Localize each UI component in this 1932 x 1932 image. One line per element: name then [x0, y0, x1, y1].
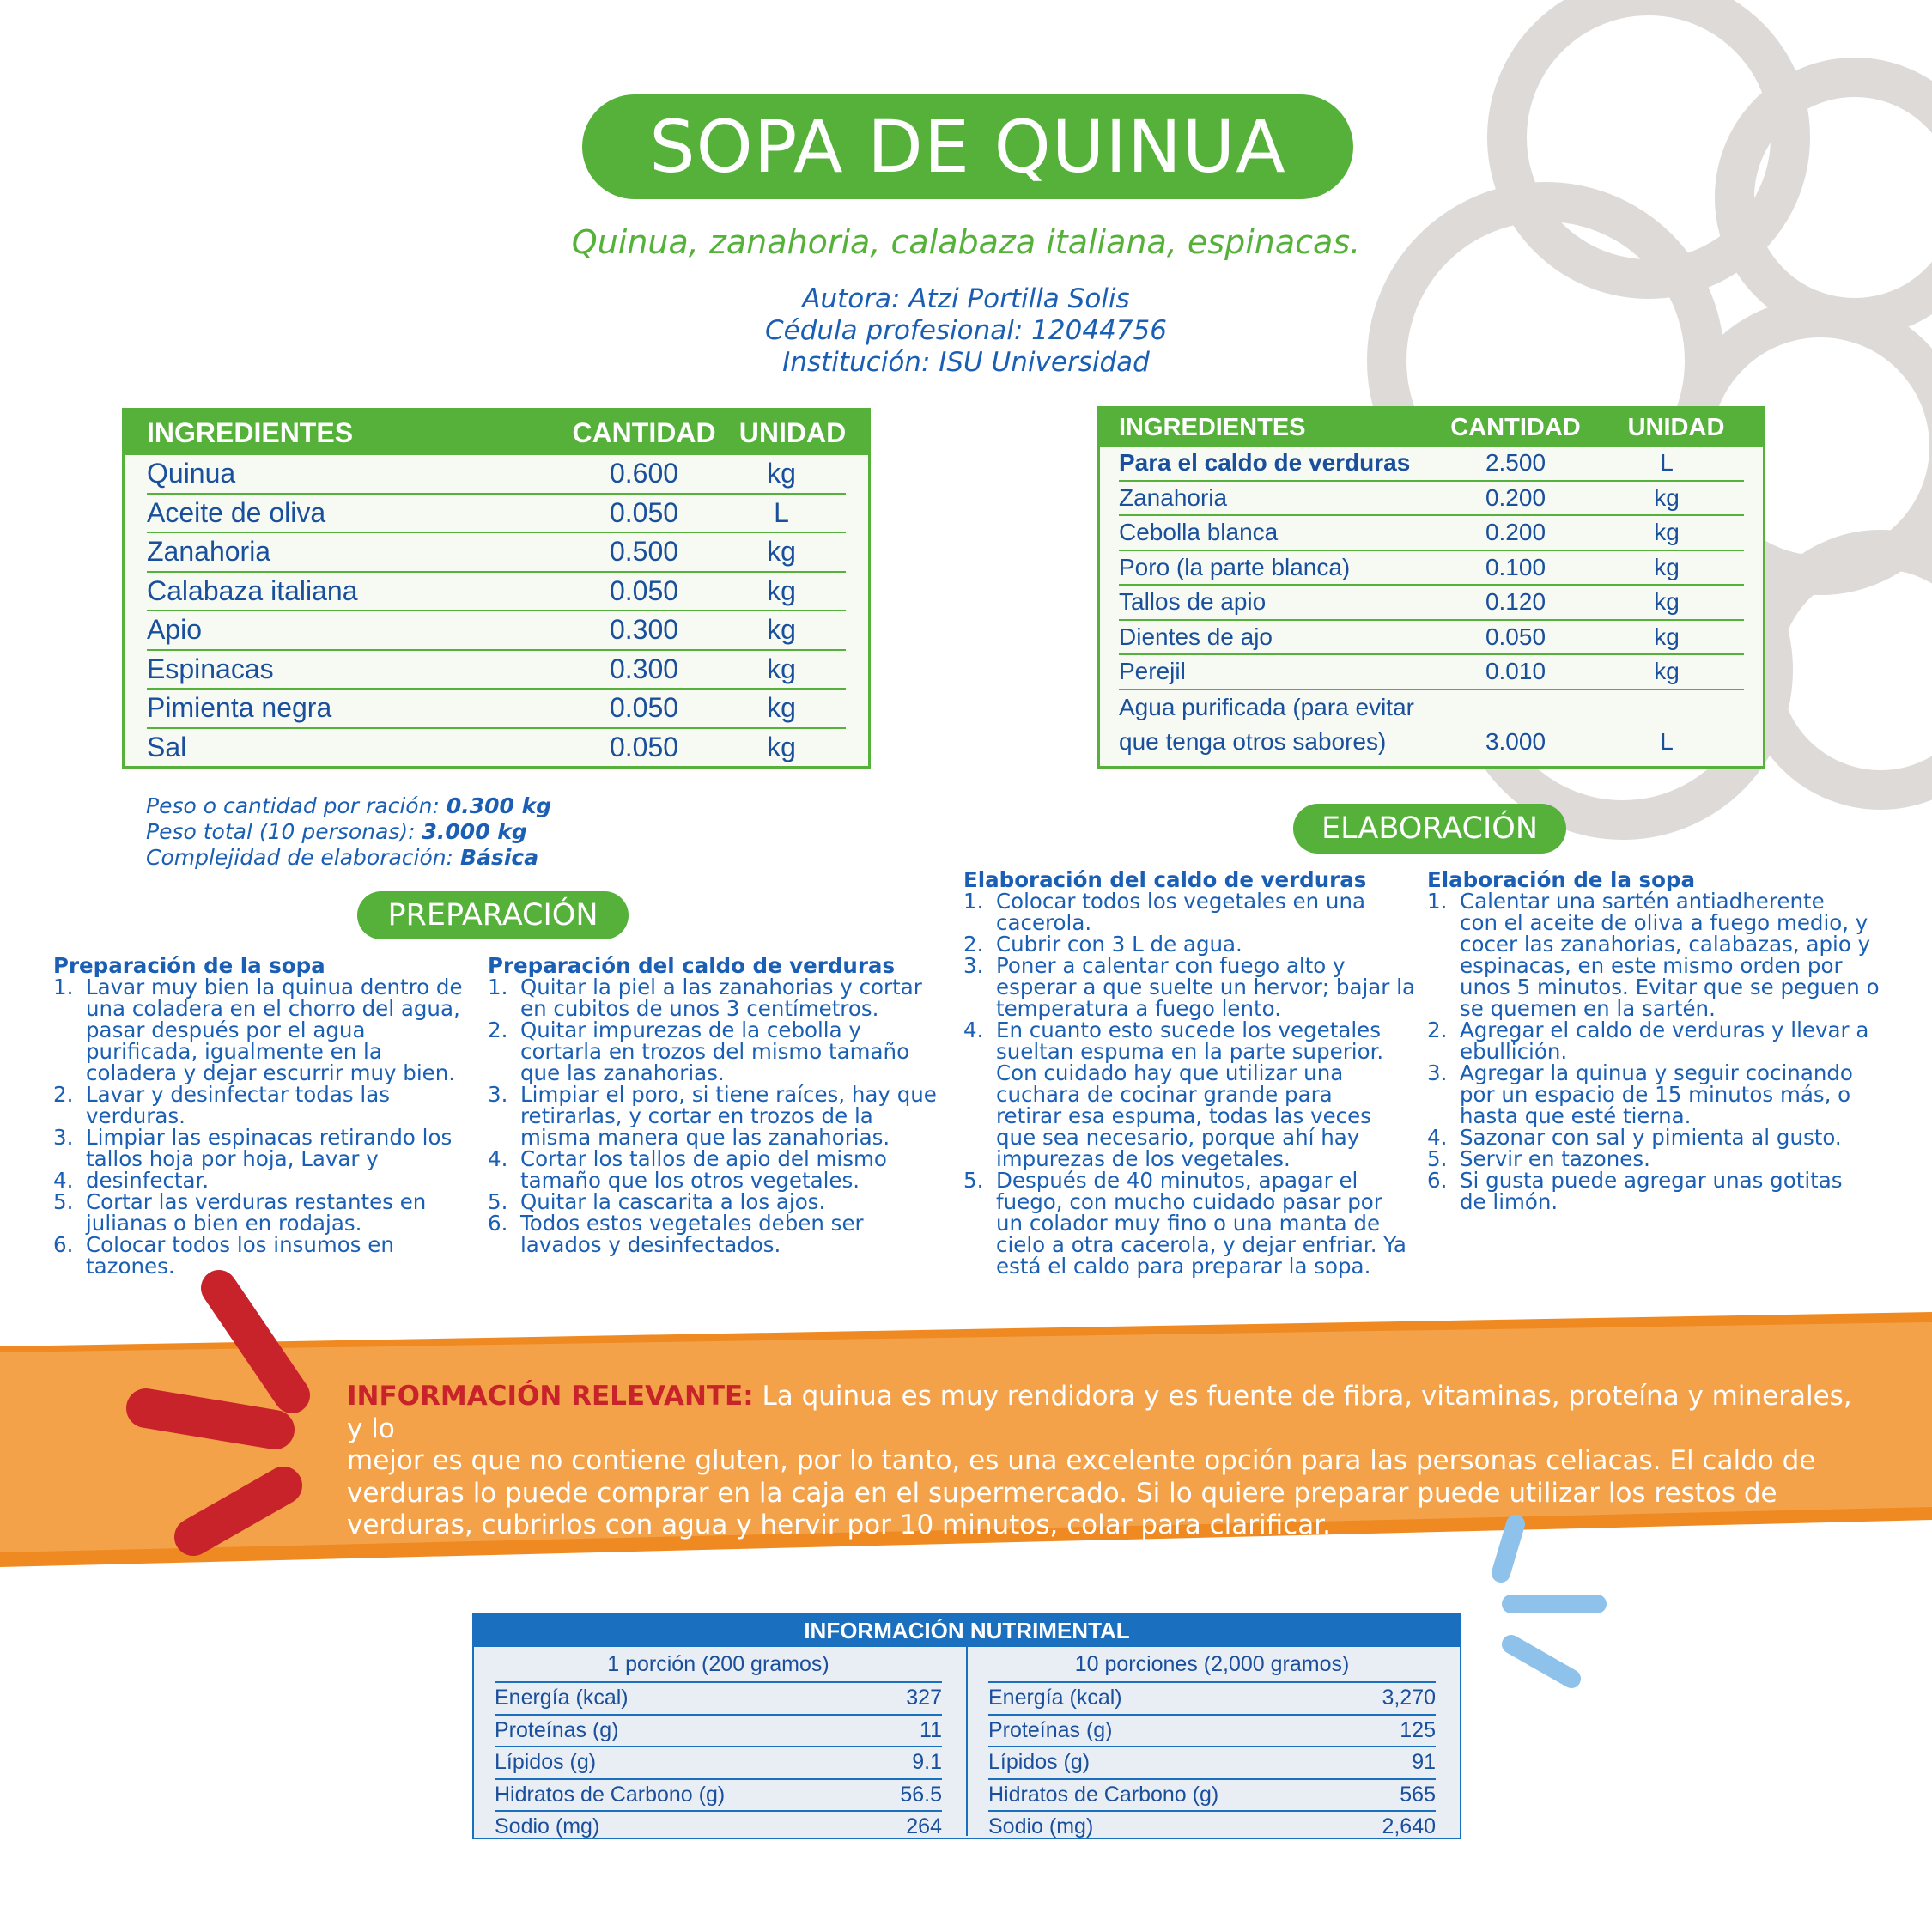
step-text: Lavar muy bien la quinua dentro de	[86, 975, 463, 999]
header-cantidad: CANTIDAD	[572, 416, 716, 448]
nutrition-subheader: 1 porción (200 gramos)	[495, 1647, 942, 1683]
step-text: tallos hoja por hoja, Lavar y	[86, 1146, 379, 1171]
step-text: que sea necesario, porque ahí hay	[996, 1125, 1360, 1150]
step-item	[963, 955, 1427, 1019]
step-item	[488, 976, 951, 1019]
step-item	[53, 1234, 483, 1277]
table-row	[147, 729, 846, 767]
complexity-label: Complejidad de elaboración:	[146, 845, 461, 870]
subtitle: Quinua, zanahoria, calabaza italiana, espinacas.	[571, 223, 1361, 261]
ingredient-unit: kg	[767, 731, 796, 762]
step-item	[963, 933, 1427, 955]
ingredient-unit: kg	[767, 614, 796, 646]
nutrient-value: 3,270	[1382, 1686, 1436, 1710]
ingredient-qty: 0.300	[609, 614, 679, 646]
nutrient-label: Lípidos (g)	[495, 1750, 597, 1775]
table-header	[1100, 409, 1763, 447]
step-number: 6.	[488, 1211, 508, 1236]
ingredient-name: Zanahoria	[147, 536, 271, 568]
step-number: 3.	[53, 1125, 74, 1150]
step-number: 4.	[53, 1168, 74, 1193]
portion-value: 0.300 kg	[446, 793, 552, 818]
nutrition-row	[495, 1780, 942, 1813]
portion-weight	[146, 793, 551, 818]
ingredient-unit: L	[774, 496, 789, 528]
nutrient-label: Sodio (mg)	[495, 1814, 600, 1839]
step-text: Quitar la piel a las zanahorias y cortar	[520, 975, 922, 999]
step-text: de limón.	[1460, 1189, 1558, 1214]
step-number: 1.	[488, 975, 508, 999]
step-number: 5.	[963, 1168, 984, 1193]
info-line: La quinua es muy rendidora y es fuente de fibra, vitaminas, proteína y minerales, y lo	[347, 1381, 1852, 1444]
ingredient-name: Para el caldo de verduras	[1119, 449, 1411, 477]
table-row	[1119, 621, 1744, 656]
step-number: 3.	[963, 953, 984, 978]
header-ingredientes: INGREDIENTES	[1119, 413, 1306, 441]
step-number: 5.	[488, 1189, 508, 1214]
nutrient-label: Energía (kcal)	[988, 1686, 1122, 1710]
title-banner	[582, 94, 1353, 199]
total-value: 3.000 kg	[422, 819, 527, 844]
relevant-info	[347, 1381, 1858, 1542]
step-item	[53, 1127, 483, 1170]
steps-list	[1427, 890, 1908, 1212]
section-heading: Preparación del caldo de verduras	[488, 953, 896, 978]
nutrient-value: 56.5	[900, 1782, 942, 1807]
ingredient-unit: kg	[1654, 588, 1680, 616]
step-number: 2.	[53, 1082, 74, 1107]
step-text: impurezas de los vegetales.	[996, 1146, 1291, 1171]
section-title: ELABORACIÓN	[1321, 811, 1539, 846]
ingredient-qty: 0.120	[1485, 588, 1546, 616]
table-row	[1119, 690, 1744, 759]
portion-label: Peso o cantidad por ración:	[146, 793, 447, 818]
table-row	[147, 573, 846, 612]
step-text: Con cuidado hay que utilizar una	[996, 1060, 1344, 1085]
info-line: verduras lo puede comprar en la caja en el supermercado. Si lo quiere preparar puede utilizar los restos de	[347, 1477, 1777, 1509]
table-row	[1119, 482, 1744, 517]
ingredient-unit: kg	[1654, 553, 1680, 580]
step-text: una coladera en el chorro del agua,	[86, 996, 460, 1021]
step-number: 2.	[488, 1018, 508, 1042]
nutrition-table	[472, 1613, 1461, 1839]
nutrient-label: Proteínas (g)	[988, 1717, 1113, 1742]
step-number: 1.	[963, 889, 984, 914]
section-heading: Preparación de la sopa	[53, 953, 325, 978]
total-label: Peso total (10 personas):	[146, 819, 422, 844]
relevant-info-label: INFORMACIÓN RELEVANTE:	[347, 1381, 754, 1412]
step-number: 3.	[1427, 1060, 1448, 1085]
step-text: Agregar el caldo de verduras y llevar a	[1460, 1018, 1869, 1042]
ingredient-name: Zanahoria	[1119, 483, 1228, 511]
step-number: 1.	[53, 975, 74, 999]
step-text: Quitar la cascarita a los ajos.	[520, 1189, 826, 1214]
ingredient-name-line: Agua purificada (para evitar	[1119, 693, 1414, 720]
ingredient-qty: 0.050	[609, 692, 679, 724]
step-item	[1427, 1148, 1908, 1170]
step-text: purificada, igualmente en la	[86, 1039, 382, 1064]
step-item	[488, 1148, 951, 1191]
step-text: Sazonar con sal y pimienta al gusto.	[1460, 1125, 1842, 1150]
steps-list	[53, 976, 483, 1277]
table-row	[147, 495, 846, 534]
step-text: en cubitos de unos 3 centímetros.	[520, 996, 879, 1021]
section-title: PREPARACIÓN	[387, 898, 598, 933]
ingredient-unit: kg	[1654, 519, 1680, 546]
nutrition-row	[988, 1780, 1436, 1813]
nutrition-ten-portions	[968, 1647, 1460, 1839]
step-item	[53, 976, 483, 1084]
complexity	[146, 845, 538, 870]
ingredient-name: Quinua	[147, 458, 236, 489]
table-header	[125, 410, 868, 455]
nutrition-row	[495, 1683, 942, 1716]
nutrient-value: 2,640	[1382, 1814, 1436, 1839]
ingredient-unit: L	[1660, 449, 1674, 477]
step-text: unos 5 minutos. Evitar que se peguen o	[1460, 975, 1880, 999]
step-number: 4.	[963, 1018, 984, 1042]
ingredient-qty: 0.200	[1485, 483, 1546, 511]
step-text: misma manera que las zanahorias.	[520, 1125, 890, 1150]
step-item	[1427, 1170, 1908, 1212]
nutrition-row	[495, 1716, 942, 1748]
nutrition-row	[495, 1812, 942, 1843]
step-text: cacerola.	[996, 910, 1092, 935]
step-text: sueltan espuma en la parte superior.	[996, 1039, 1384, 1064]
nutrient-value: 327	[906, 1686, 942, 1710]
steps-list	[963, 890, 1427, 1277]
nutrient-value: 9.1	[912, 1750, 942, 1775]
step-text: ebullición.	[1460, 1039, 1568, 1064]
ingredient-qty: 3.000	[1485, 727, 1546, 755]
step-number: 2.	[963, 932, 984, 957]
ingredient-qty: 0.300	[609, 653, 679, 684]
step-item	[488, 1019, 951, 1084]
step-number: 4.	[488, 1146, 508, 1171]
complexity-value: Básica	[460, 845, 539, 870]
table-row	[1119, 447, 1744, 482]
nutrient-value: 264	[906, 1814, 942, 1839]
step-text: En cuanto esto sucede los vegetales	[996, 1018, 1381, 1042]
ingredient-unit: kg	[1654, 623, 1680, 650]
step-item	[963, 1170, 1427, 1277]
author: Autora: Atzi Portilla Solis	[802, 283, 1130, 314]
step-text: un colador muy fino o una manta de	[996, 1211, 1381, 1236]
step-number: 6.	[53, 1232, 74, 1257]
nutrient-value: 565	[1400, 1782, 1436, 1807]
ingredient-name: Poro (la parte blanca)	[1119, 553, 1351, 580]
section-heading: Elaboración de la sopa	[1427, 867, 1696, 892]
step-text: por un espacio de 15 minutos más, o	[1460, 1082, 1851, 1107]
step-text: espinacas, en este mismo orden por	[1460, 953, 1843, 978]
ingredient-name: Tallos de apio	[1119, 588, 1267, 616]
step-number: 4.	[1427, 1125, 1448, 1150]
info-line: mejor es que no contiene gluten, por lo tanto, es una excelente opción para las personas celiacas. El caldo de	[347, 1445, 1816, 1476]
nutrition-row	[988, 1716, 1436, 1748]
step-number: 5.	[1427, 1146, 1448, 1171]
step-text: Quitar impurezas de la cebolla y	[520, 1018, 861, 1042]
ingredient-qty: 2.500	[1485, 449, 1546, 477]
ingredient-name: Perejil	[1119, 658, 1186, 685]
ingredient-name: Pimienta negra	[147, 692, 332, 724]
step-text: que las zanahorias.	[520, 1060, 725, 1085]
ingredient-qty: 0.050	[609, 731, 679, 762]
step-text: Limpiar las espinacas retirando los	[86, 1125, 453, 1150]
step-text: se quemen en la sartén.	[1460, 996, 1716, 1021]
step-text: coladera y dejar escurrir muy bien.	[86, 1060, 456, 1085]
step-number: 3.	[488, 1082, 508, 1107]
header-ingredientes: INGREDIENTES	[147, 416, 354, 448]
step-item	[53, 1084, 483, 1127]
table-row	[147, 611, 846, 651]
ingredient-qty: 0.200	[1485, 519, 1546, 546]
page-title: SOPA DE QUINUA	[649, 105, 1286, 189]
step-number: 1.	[1427, 889, 1448, 914]
step-text: Limpiar el poro, si tiene raíces, hay que	[520, 1082, 937, 1107]
broth-ingredients-table	[1097, 406, 1765, 769]
step-text: cocer las zanahorias, calabazas, apio y	[1460, 932, 1871, 957]
nutrient-label: Proteínas (g)	[495, 1717, 619, 1742]
step-number: 2.	[1427, 1018, 1448, 1042]
ingredients-table	[122, 408, 871, 769]
ingredient-name: Cebolla blanca	[1119, 519, 1279, 546]
nutrient-label: Hidratos de Carbono (g)	[988, 1782, 1219, 1807]
step-item	[963, 1019, 1427, 1170]
nutrient-value: 91	[1412, 1750, 1436, 1775]
step-text: verduras.	[86, 1103, 185, 1128]
header-unidad: UNIDAD	[738, 416, 847, 448]
ingredient-qty: 0.050	[609, 574, 679, 606]
step-item	[488, 1191, 951, 1212]
step-text: Servir en tazones.	[1460, 1146, 1650, 1171]
nutrient-label: Energía (kcal)	[495, 1686, 629, 1710]
nutrient-value: 125	[1400, 1717, 1436, 1742]
steps-list	[488, 976, 951, 1255]
nutrient-label: Hidratos de Carbono (g)	[495, 1782, 726, 1807]
info-line: verduras, cubrirlos con agua y hervir por 10 minutos, colar para clarificar.	[347, 1510, 1331, 1540]
step-item	[53, 1170, 483, 1191]
step-number: 5.	[53, 1189, 74, 1214]
table-row	[147, 455, 846, 495]
header-cantidad: CANTIDAD	[1450, 413, 1581, 441]
step-item	[488, 1212, 951, 1255]
step-text: Cortar los tallos de apio del mismo	[520, 1146, 887, 1171]
nutrition-row	[988, 1747, 1436, 1780]
nutrition-row	[988, 1683, 1436, 1716]
elaboracion-pill	[1293, 804, 1566, 854]
step-text: Si gusta puede agregar unas gotitas	[1460, 1168, 1843, 1193]
step-text: retirarlas, y cortar en trozos de la	[520, 1103, 873, 1128]
ingredient-unit: kg	[767, 692, 796, 724]
step-item	[1427, 890, 1908, 1019]
prep-sopa-column	[53, 955, 483, 1277]
step-item	[1427, 1062, 1908, 1127]
table-row	[1119, 551, 1744, 586]
ingredient-qty: 0.050	[609, 496, 679, 528]
step-text: lavados y desinfectados.	[520, 1232, 781, 1257]
ingredient-unit: kg	[767, 653, 796, 684]
ingredient-unit: kg	[767, 536, 796, 568]
step-item	[1427, 1019, 1908, 1062]
step-text: Poner a calentar con fuego alto y	[996, 953, 1346, 978]
table-row	[147, 690, 846, 729]
step-text: julianas o bien en rodajas.	[86, 1211, 362, 1236]
step-text: Todos estos vegetales deben ser	[520, 1211, 864, 1236]
nutrition-subheader: 10 porciones (2,000 gramos)	[988, 1647, 1436, 1683]
table-row	[147, 651, 846, 690]
nutrition-one-portion	[474, 1647, 968, 1839]
step-item	[53, 1191, 483, 1234]
ingredient-qty: 0.600	[609, 458, 679, 489]
step-text: fuego, con mucho cuidado pasar por	[996, 1189, 1382, 1214]
nutrition-row	[988, 1812, 1436, 1843]
ingredient-name: Apio	[147, 614, 203, 646]
nutrition-title: INFORMACIÓN NUTRIMENTAL	[474, 1614, 1460, 1647]
step-text: retirar esa espuma, todas las veces	[996, 1103, 1371, 1128]
nutrient-label: Lípidos (g)	[988, 1750, 1091, 1775]
ingredient-unit: kg	[767, 458, 796, 489]
ingredient-qty: 0.050	[1485, 623, 1546, 650]
step-text: cortarla en trozos del mismo tamaño	[520, 1039, 910, 1064]
step-item	[1427, 1127, 1908, 1148]
nutrient-label: Sodio (mg)	[988, 1814, 1094, 1839]
step-text: Lavar y desinfectar todas las	[86, 1082, 390, 1107]
ingredient-name: Espinacas	[147, 653, 274, 684]
step-text: tazones.	[86, 1254, 175, 1279]
ingredient-unit: kg	[1654, 483, 1680, 511]
prep-caldo-column	[488, 955, 951, 1255]
table-row	[147, 533, 846, 573]
step-item	[488, 1084, 951, 1148]
preparacion-pill	[357, 891, 629, 939]
section-heading: Elaboración del caldo de verduras	[963, 867, 1367, 892]
ingredient-unit: L	[1660, 727, 1674, 755]
step-text: Colocar todos los insumos en	[86, 1232, 394, 1257]
step-text: cielo a otra cacerola, y dejar enfriar. Ya	[996, 1232, 1406, 1257]
step-text: pasar después por el agua	[86, 1018, 366, 1042]
step-number: 6.	[1427, 1168, 1448, 1193]
step-text: Después de 40 minutos, apagar el	[996, 1168, 1358, 1193]
ingredient-unit: kg	[767, 574, 796, 606]
ingredient-name: Sal	[147, 731, 187, 762]
step-text: Agregar la quinua y seguir cocinando	[1460, 1060, 1853, 1085]
table-row	[1119, 586, 1744, 621]
ingredient-qty: 0.100	[1485, 553, 1546, 580]
step-text: temperatura a fuego lento.	[996, 996, 1281, 1021]
step-text: Calentar una sartén antiadherente	[1460, 889, 1825, 914]
ingredient-name: Aceite de oliva	[147, 496, 326, 528]
step-text: Colocar todos los vegetales en una	[996, 889, 1365, 914]
total-weight	[146, 819, 527, 844]
step-text: tamaño que los otros vegetales.	[520, 1168, 860, 1193]
elab-sopa-column	[1427, 869, 1908, 1212]
ingredient-name: Calabaza italiana	[147, 574, 358, 606]
nutrient-value: 11	[920, 1717, 942, 1742]
ingredient-name: Dientes de ajo	[1119, 623, 1273, 650]
ingredient-qty: 0.010	[1485, 658, 1546, 685]
professional-license: Cédula profesional: 12044756	[765, 315, 1167, 346]
ingredient-unit: kg	[1654, 658, 1680, 685]
step-text: Cubrir con 3 L de agua.	[996, 932, 1242, 957]
institution: Institución: ISU Universidad	[782, 347, 1150, 378]
ingredient-qty: 0.500	[609, 536, 679, 568]
ingredient-name	[1119, 690, 1442, 759]
step-text: hasta que esté tierna.	[1460, 1103, 1692, 1128]
step-item	[963, 890, 1427, 933]
header-unidad: UNIDAD	[1627, 413, 1725, 441]
step-text: esperar a que suelte un hervor; bajar la	[996, 975, 1415, 999]
step-text: con el aceite de oliva a fuego medio, y	[1460, 910, 1868, 935]
step-text: desinfectar.	[86, 1168, 210, 1193]
ingredient-name-line: que tenga otros sabores)	[1119, 727, 1387, 755]
step-text: Cortar las verduras restantes en	[86, 1189, 427, 1214]
table-row	[1119, 655, 1744, 690]
step-text: cuchara de cocinar grande para	[996, 1082, 1333, 1107]
step-text: está el caldo para preparar la sopa.	[996, 1254, 1371, 1279]
table-row	[1119, 516, 1744, 551]
nutrition-row	[495, 1747, 942, 1780]
elab-caldo-column	[963, 869, 1427, 1277]
